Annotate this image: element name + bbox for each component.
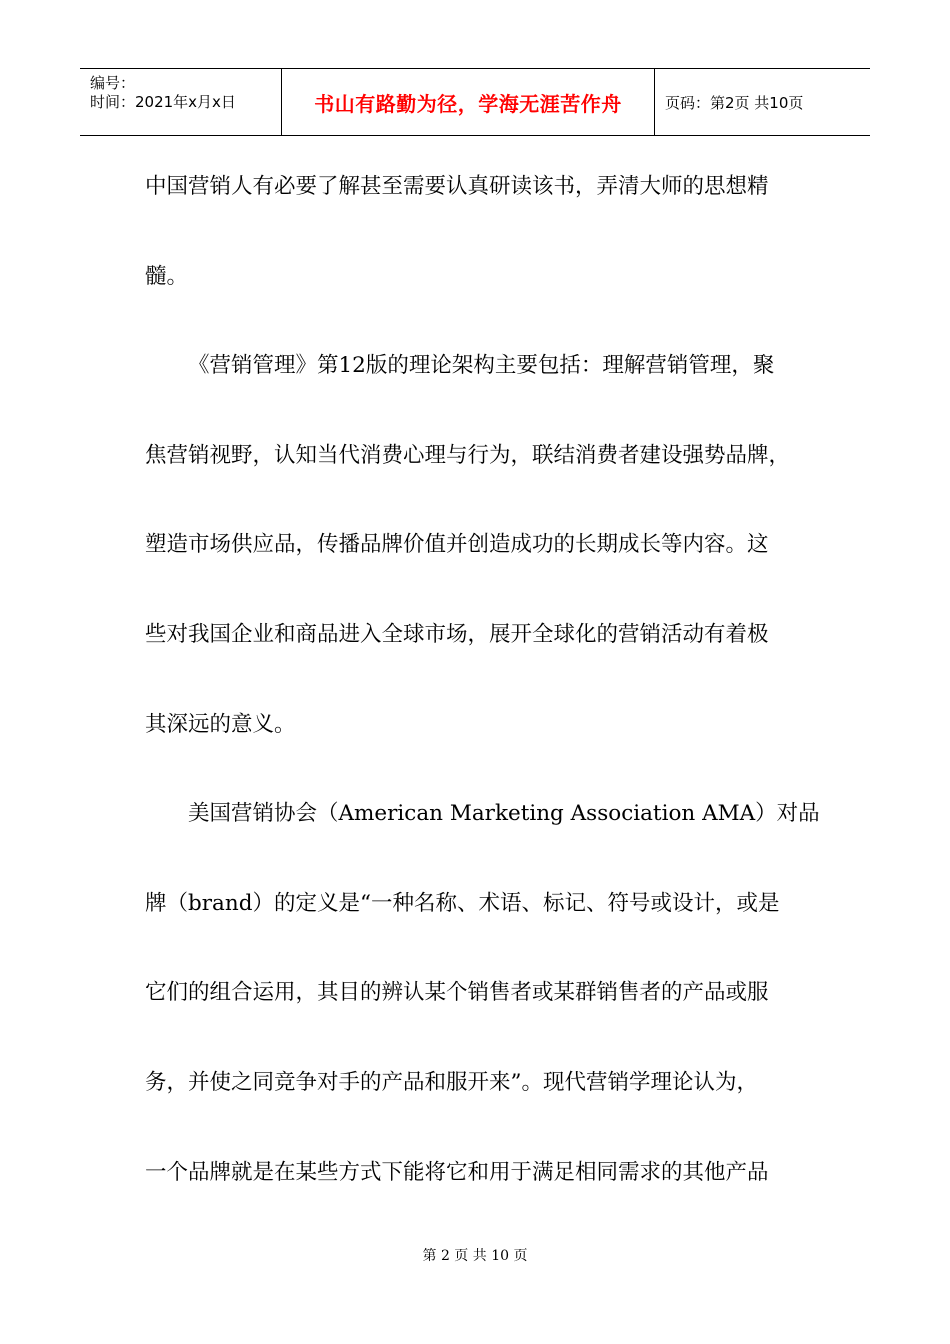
header-page-info: 页码：第2页 共10页 xyxy=(665,93,804,112)
body-line: 焦营销视野，认知当代消费心理与行为，联结消费者建设强势品牌， xyxy=(145,442,791,468)
body-line: 它们的组合运用，其目的辨认某个销售者或某群销售者的产品或服 xyxy=(145,980,769,1006)
page-header xyxy=(80,68,870,136)
header-motto xyxy=(282,69,655,135)
body-line: 髓。 xyxy=(145,263,189,289)
body-line: 些对我国企业和商品进入全球市场，展开全球化的营销活动有着极 xyxy=(145,621,769,647)
header-meta xyxy=(80,69,282,135)
body-line: 中国营销人有必要了解甚至需要认真研读该书，弄清大师的思想精 xyxy=(145,174,769,199)
body-line: 务，并使之同竞争对手的产品和服开来”。现代营销学理论认为， xyxy=(145,1069,758,1095)
body-line: 其深远的意义。 xyxy=(145,711,296,737)
document-date: 时间：2021年x月x日 xyxy=(90,93,236,111)
page-footer: 第 2 页 共 10 页 xyxy=(422,1248,528,1264)
body-line: 牌（brand）的定义是“一种名称、术语、标记、符号或设计，或是 xyxy=(145,890,780,916)
document-number: 编号： xyxy=(90,74,136,92)
body-line: 一个品牌就是在某些方式下能将它和用于满足相同需求的其他产品 xyxy=(145,1159,769,1185)
body-line: 塑造市场供应品，传播品牌价值并创造成功的长期成长等内容。这 xyxy=(145,532,769,558)
body-line: 美国营销协会（American Marketing Association AMA）对品 xyxy=(188,801,820,827)
document-body xyxy=(145,142,820,1217)
motto-text: 书山有路勤为径，学海无涯苦作舟 xyxy=(314,91,622,116)
body-line: 《营销管理》第12版的理论架构主要包括：理解营销管理，聚 xyxy=(188,353,775,379)
